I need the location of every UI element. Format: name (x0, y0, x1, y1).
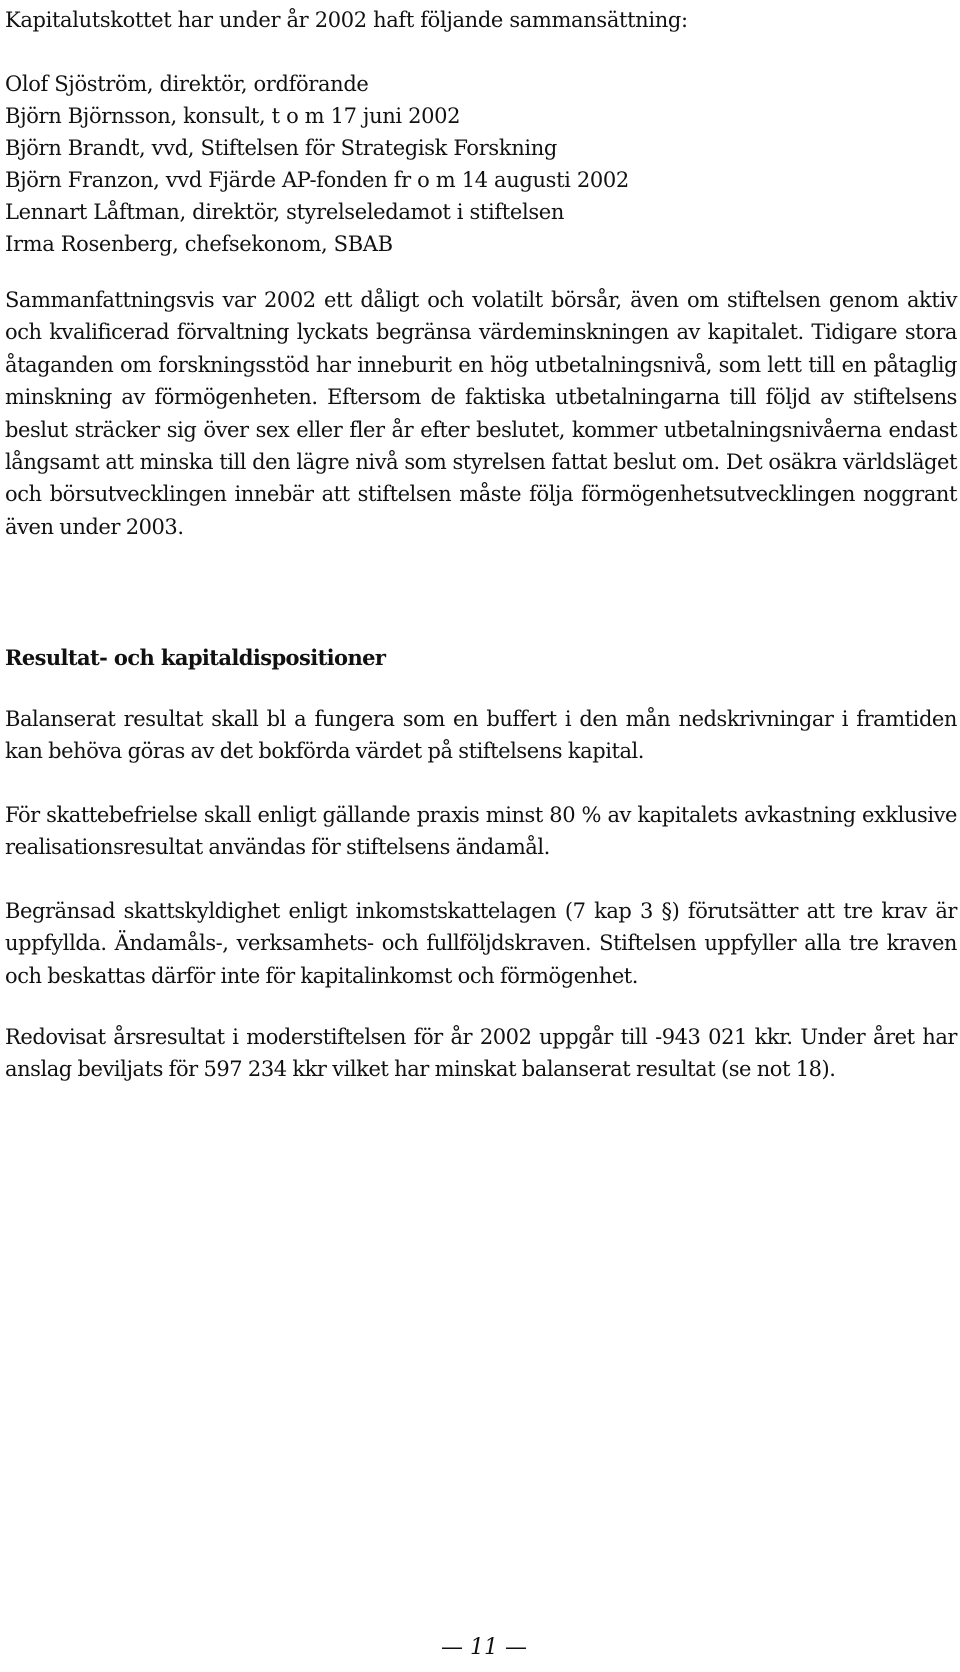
committee-intro: Kapitalutskottet har under år 2002 haft följande sammansättning: (5, 8, 688, 32)
committee-member: Björn Franzon, vvd Fjärde AP-fonden fr o m 14 augusti 2002 (5, 168, 629, 192)
page-number-dash-left: — (441, 1635, 463, 1660)
committee-member: Olof Sjöström, direktör, ordförande (5, 72, 369, 96)
paragraph-skattskyldighet: Begränsad skattskyldighet enligt inkomstskattelagen (7 kap 3 §) förutsätter att tre krav är uppfyllda. Ändamåls-, verksamhets- och fullföljdskraven. Stiftelsen uppfyller alla tre kraven och beskattas därför inte för kapitalinkomst och förmögenhet. (5, 899, 957, 988)
committee-member-list (5, 68, 629, 260)
committee-member: Lennart Låftman, direktör, styrelseledamot i stiftelsen (5, 200, 564, 224)
committee-member: Irma Rosenberg, chefsekonom, SBAB (5, 232, 393, 256)
section-heading: Resultat- och kapitaldispositioner (5, 645, 386, 670)
committee-member: Björn Björnsson, konsult, t o m 17 juni 2002 (5, 104, 461, 128)
summary-paragraph: Sammanfattningsvis var 2002 ett dåligt och volatilt börsår, även om stiftelsen genom aktiv och kvalificerad förvaltning lyckats begränsa värdeminskningen av kapitalet. Tidigare stora åtaganden om forskningsstöd har inneburit en hög utbetalningsnivå, som lett till en påtaglig minskning av förmögenheten. Eftersom de faktiska utbetalningarna till följd av stiftelsens beslut sträcker sig över sex eller fler år efter beslutet, kommer utbetalningsnivåerna endast långsamt att minska till den lägre nivå som styrelsen fattat beslut om. Det osäkra världsläget och börsutvecklingen innebär att stiftelsen måste följa förmögenhetsutvecklingen noggrant även under 2003. (5, 288, 957, 539)
page-number (441, 1633, 527, 1663)
paragraph-balanserat-resultat: Balanserat resultat skall bl a fungera som en buffert i den mån nedskrivningar i framtiden kan behöva göras av det bokförda värdet på stiftelsens kapital. (5, 707, 957, 764)
page-number-dash-right: — (505, 1635, 527, 1660)
paragraph-arsresultat: Redovisat årsresultat i moderstiftelsen för år 2002 uppgår till -943 021 kkr. Under året har anslag beviljats för 597 234 kkr vilket har minskat balanserat resultat (se not 18). (5, 1025, 957, 1082)
page-number-value: 11 (470, 1635, 498, 1660)
paragraph-skattebefrielse: För skattebefrielse skall enligt gällande praxis minst 80 % av kapitalets avkastning exklusive realisationsresultat användas för stiftelsens ändamål. (5, 803, 957, 860)
committee-member: Björn Brandt, vvd, Stiftelsen för Strategisk Forskning (5, 136, 558, 160)
